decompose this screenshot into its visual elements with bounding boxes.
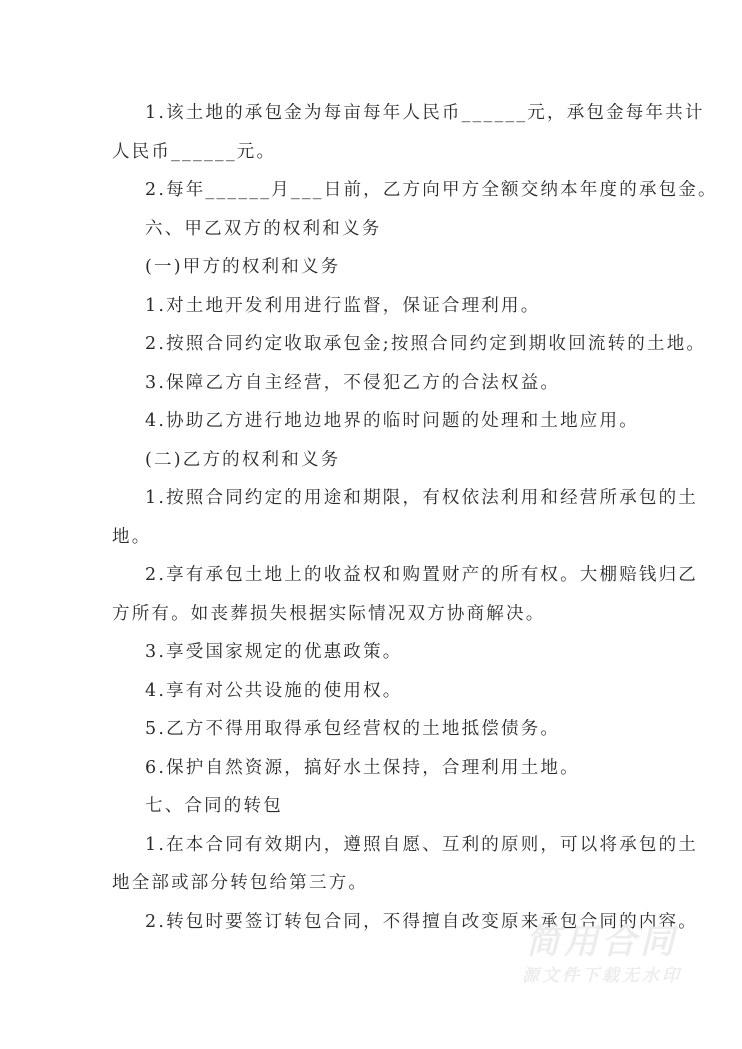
text-line: 4.协助乙方进行地边地界的临时问题的处理和土地应用。 [145, 411, 639, 431]
text-line: 3.保障乙方自主经营，不侵犯乙方的合法权益。 [145, 372, 561, 393]
subsection-heading: (一)甲方的权利和义务 [145, 257, 341, 277]
text-line: 3.享受国家规定的优惠政策。 [145, 642, 403, 662]
watermark [512, 923, 692, 991]
text-line: 1.对土地开发利用进行监督，保证合理利用。 [145, 295, 541, 316]
text-line: 4.享有对公共设施的使用权。 [145, 680, 403, 701]
text-line: 1.按照合同约定的用途和期限，有权依法利用和经营所承包的土 [145, 488, 698, 508]
text-line: 2.每年______月___日前，乙方向甲方全额交纳本年度的承包金。 [145, 180, 718, 200]
section-heading: 六、甲乙双方的权利和义务 [145, 218, 382, 239]
subsection-heading: (二)乙方的权利和义务 [145, 449, 341, 470]
text-line: 6.保护自然资源，搞好水土保持，合理利用土地。 [145, 757, 580, 778]
document-page [112, 94, 718, 941]
text-line: 5.乙方不得用取得承包经营权的土地抵偿债务。 [145, 719, 561, 739]
text-line: 2.享有承包土地上的收益权和购置财产的所有权。大棚赔钱归乙 [145, 565, 698, 585]
text-line: 2.按照合同约定收取承包金;按照合同约定到期收回流转的土地。 [145, 334, 707, 354]
text-line: 人民币______元。 [112, 141, 277, 162]
watermark-title: 简用合同 [526, 922, 678, 962]
text-line: 方所有。如丧葬损失根据实际情况双方协商解决。 [112, 603, 546, 624]
text-line: 2.转包时要签订转包合同，不得擅自改变原来承包合同的内容。 [145, 911, 698, 932]
section-heading: 七、合同的转包 [145, 796, 283, 816]
text-line: 1.该土地的承包金为每亩每年人民币______元，承包金每年共计 [145, 103, 705, 123]
watermark-subtitle: 源文件下载无水印 [522, 966, 682, 986]
text-line: 地。 [112, 526, 152, 547]
text-line: 地全部或部分转包给第三方。 [112, 873, 369, 893]
text-line: 1.在本合同有效期内，遵照自愿、互利的原则，可以将承包的土 [145, 834, 698, 855]
